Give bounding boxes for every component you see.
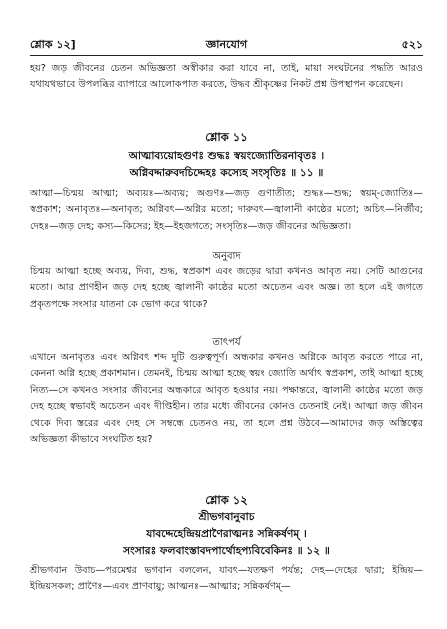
intro-block [30,61,423,94]
sloka-11-purport-title: তাৎপর্য [212,337,241,348]
sloka-12-title: শ্লোক ১২ [205,493,248,507]
sloka-12-block [30,491,423,560]
sloka-11-verse-line-2: অগ্নিবদ্দারুবদচিদ্দেহঃ কস্যেহ সংসৃতিঃ ॥ ১১ ॥ [129,167,324,179]
sloka-11-translation: চিন্ময় আত্মা হচ্ছে অব্যয়, দিব্য, শুদ্ধ, স্বপ্রকাশ এবং জড়ের দ্বারা কখনও আবৃত নয়। সেটি আগুনের মতো। আর প্রাণহীন জড় দেহ হচ্ছে জ্বালানী কাষ্ঠের মতো অচেতন এবং অজ্ঞ। তা হলে এই জগতে প্রকৃতপক্ষে সংসার যাতনা কে ভোগ করে থাকে? [30,266,423,310]
header-verse-ref: শ্লোক ১২] [30,38,76,51]
header-rule [30,55,423,56]
page-number: ৫২১ [401,38,423,51]
sloka-11-verse [30,148,423,182]
sloka-11-translation-block [30,250,423,313]
sloka-11-translation-title: অনুবাদ [212,251,241,262]
sloka-12-synonyms-block [30,563,423,596]
page-header [30,36,423,52]
sloka-12-verse-line-1: যাবদ্দেহেন্দ্রিয়প্রাণৈরাত্মনঃ সন্নিকর্ষণম্ । [146,528,307,540]
intro-paragraph: হয়? জড় জীবনের চেতন অভিজ্ঞতা অস্বীকার করা যাবে না, তাই, মায়া সংঘটনের পদ্ধতি আরও যথাযথভাবে উপলব্ধির ব্যাপারে আলোকপাত করতে, উদ্ধব শ্রীকৃষ্ণের নিকট প্রশ্ন উপস্থাপন করেছেন। [30,63,423,91]
sloka-12-synonyms: শ্রীভগবান উবাচ—পরমেশ্বর ভগবান বললেন, যাবৎ—যতক্ষণ পর্যন্ত; দেহ—দেহের দ্বারা; ইন্দ্রিয়—ইন্দ্রিয়সকল; প্রাণৈঃ—এবং প্রাণবায়ু; আত্মনঃ—আত্মার; সন্নিকর্ষণম্— [30,565,423,593]
sloka-11-synonyms-block [30,186,423,235]
sloka-11-verse-line-1: আত্মাব্যয়োহগুণঃ শুদ্ধঃ স্বয়ংজ্যোতিরনাবৃতঃ । [128,150,325,162]
sloka-11-block [30,128,423,146]
sloka-12-verse-line-2: সংসারঃ ফলবাংস্তাবদপার্থোহপ্যবিবেকিনঃ ॥ ১২ ॥ [123,545,330,557]
sloka-11-title: শ্লোক ১১ [205,130,248,144]
header-chapter-title: জ্ঞানযোগ [205,38,248,51]
sloka-11-purport: এখানে অনাবৃতঃ এবং অগ্নিবৎ শব্দ দুটি গুরুত্বপূর্ণ। অন্ধকার কখনও অগ্নিকে আবৃত করতে পারে না, কেননা অগ্নি হচ্ছে প্রকাশমান। তেমনই, চিন্ময় আত্মা হচ্ছে স্বয়ং জ্যোতি অর্থাৎ স্বপ্রকাশ, তাই আত্মা হচ্ছে নিত্য—সে কখনও সংসার জীবনের অন্ধকারে আবৃত হওয়ার নয়। পক্ষান্তরে, জ্বালানী কাষ্ঠের মতো জড় দেহ হচ্ছে স্বভাবই অচেতন এবং দীপ্তিহীন। তার মধ্যে জীবনের কোনও চেতনাই নেই। আত্মা জড় জীবন থেকে দিব্য স্তরের এবং দেহ সে সম্বন্ধে চেতনও নয়, তা হলে প্রশ্ন উঠবে—আমাদের জড় অস্তিত্বের অভিজ্ঞতা কীভাবে সংঘটিত হয়? [30,352,423,446]
sloka-11-purport-block [30,336,423,448]
sloka-12-speaker: শ্রীভগবানুবাচ [198,511,255,523]
sloka-11-synonyms: আত্মা—চিন্ময় আত্মা; অব্যয়ঃ—অব্যয়; অগুণঃ—জড় গুণাতীত; শুদ্ধঃ—শুদ্ধ; স্বয়ম্-জ্যোতিঃ—স্বপ্রকাশ; অনাবৃতঃ—অনাবৃত; অগ্নিবৎ—অগ্নির মতো; দারুবৎ—জ্বালানী কাষ্ঠের মতো; অচিৎ—নির্জীব; দেহঃ—জড় দেহ; কস্য—কিসের; ইহ—ইহজগতে; সংসৃতিঃ—জড় জীবনের অভিজ্ঞতা। [30,188,423,232]
